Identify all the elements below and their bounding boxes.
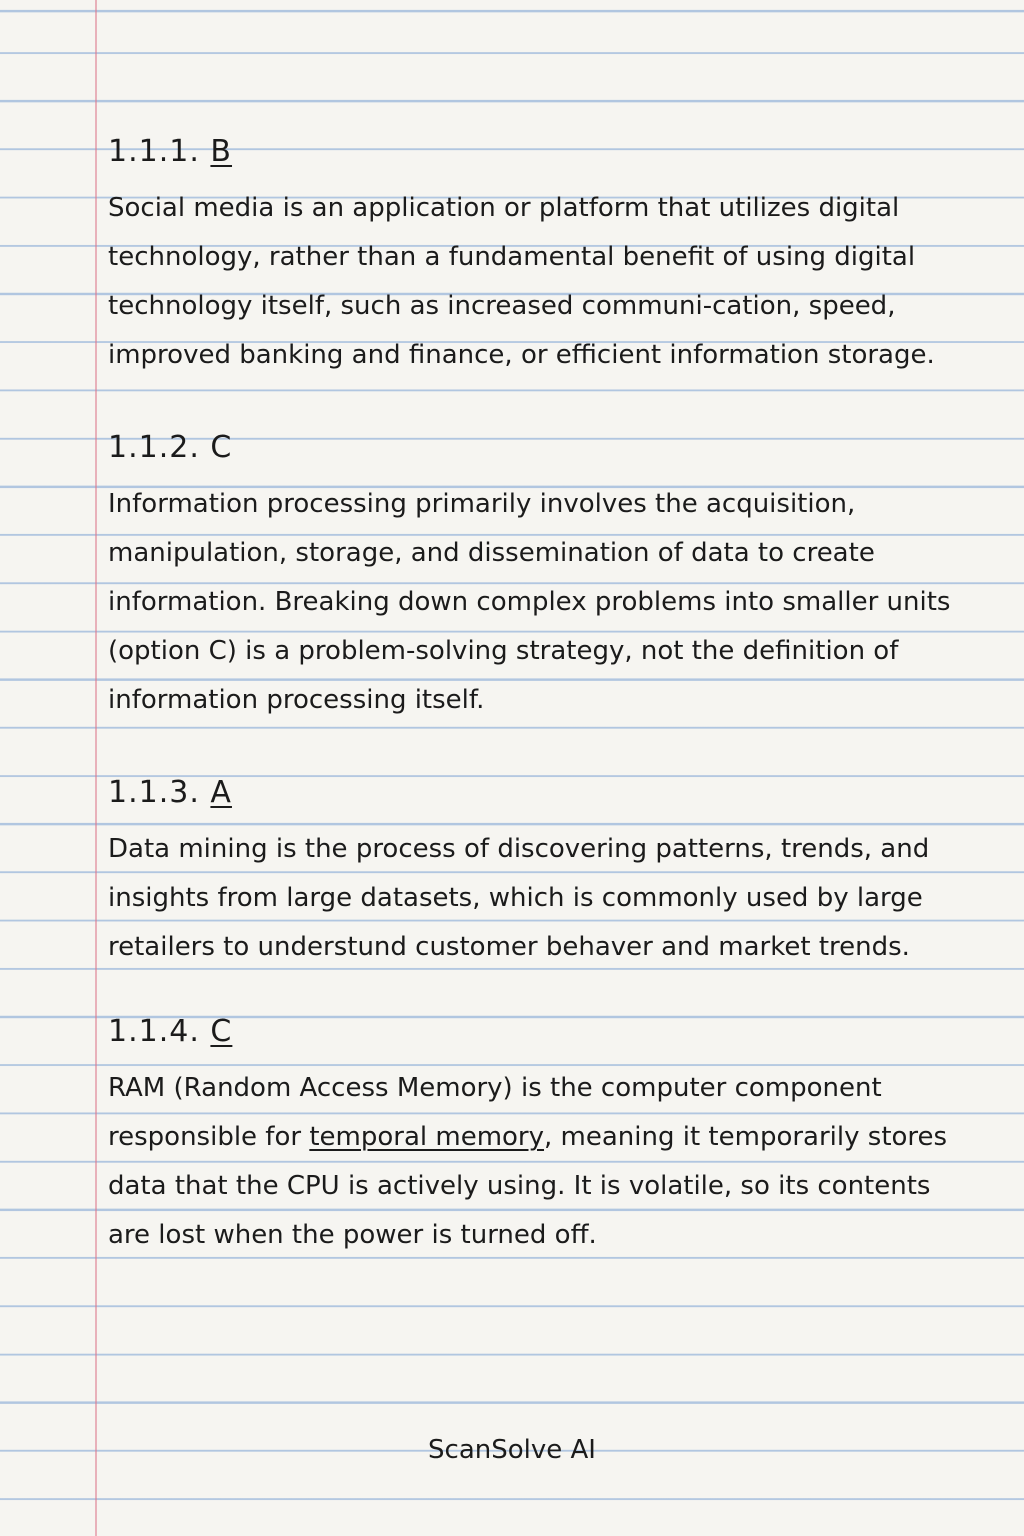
answer-item-4 xyxy=(108,1008,968,1260)
underlined-term: temporal memory xyxy=(309,1122,545,1152)
answer-heading xyxy=(108,424,968,472)
answer-explanation xyxy=(108,1064,968,1260)
answer-item-1 xyxy=(108,128,968,380)
question-number: 1.1.2. xyxy=(108,430,200,465)
answer-explanation: Social media is an application or platform that utilizes digital technology, rather than a fundamental benefit of using digital technology itself, such as increased communi-cation, speed, improved banking and finance, or efficient information storage. xyxy=(108,193,935,370)
answer-item-3 xyxy=(108,769,968,972)
answer-item-2 xyxy=(108,424,968,725)
margin-line xyxy=(95,0,97,1536)
explanation-text-before: RAM (Random Access Memory) is the computer component responsible for xyxy=(108,1073,882,1152)
watermark: ScanSolve AI xyxy=(428,1435,596,1465)
answers-content xyxy=(108,128,968,1260)
answer-letter: C xyxy=(210,1014,233,1049)
answer-explanation: Information processing primarily involves the acquisition, manipulation, storage, and dissemination of data to create information. Breaking down complex problems into smaller units (option C) is a problem-solving strategy, not the definition of information processing itself. xyxy=(108,489,951,715)
answer-heading xyxy=(108,128,968,176)
question-number: 1.1.4. xyxy=(108,1014,200,1049)
question-number: 1.1.1. xyxy=(108,134,200,169)
question-number: 1.1.3. xyxy=(108,775,200,810)
answer-heading xyxy=(108,769,968,817)
answer-letter: B xyxy=(210,134,233,169)
answer-letter: A xyxy=(210,775,232,810)
answer-explanation: Data mining is the process of discovering patterns, trends, and insights from large datasets, which is commonly used by large retailers to understund customer behaver and market trends. xyxy=(108,834,930,962)
answer-heading xyxy=(108,1008,968,1056)
answer-letter: C xyxy=(210,430,233,465)
explanation-text-after: , meaning it temporarily stores data that the CPU is actively using. It is volatile, so its contents are lost when the power is turned off. xyxy=(108,1122,948,1250)
